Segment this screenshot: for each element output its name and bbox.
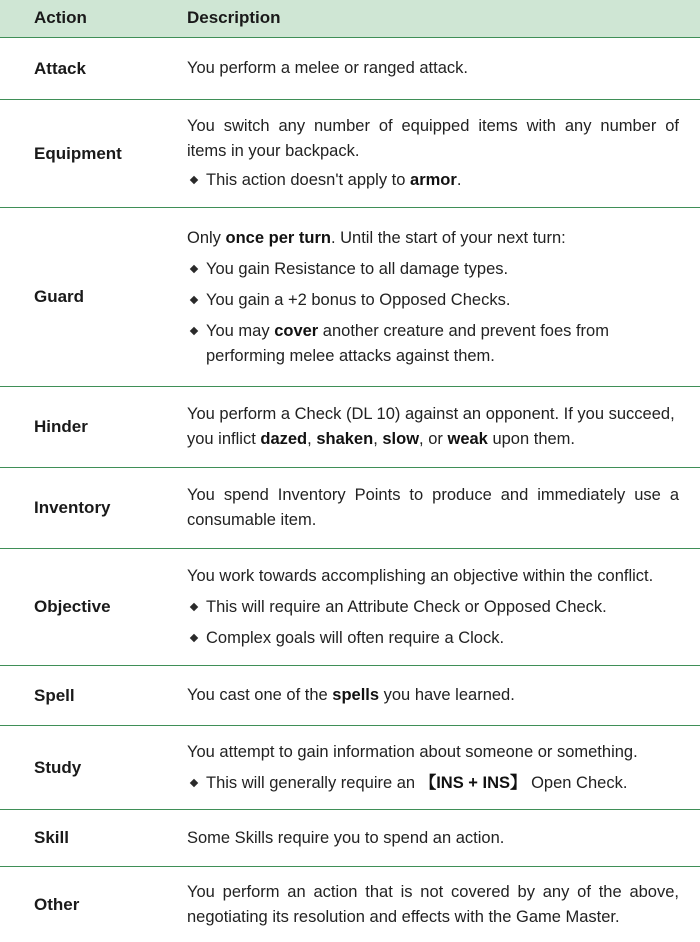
action-description <box>187 549 679 665</box>
description-text: Some Skills require you to spend an action. <box>187 828 505 847</box>
keyword: armor <box>410 171 457 189</box>
keyword: dazed <box>260 430 308 448</box>
description-text: You work towards accomplishing an objective within the conflict. <box>187 566 654 585</box>
table-row-skill <box>0 810 700 867</box>
bullet-item: You gain a +2 bonus to Opposed Checks. <box>187 288 679 313</box>
action-name: Equipment <box>34 143 122 163</box>
description-text: You spend Inventory Points to produce and immediately use a consumable item. <box>187 486 679 529</box>
action-description <box>187 100 679 207</box>
action-name: Skill <box>34 828 69 847</box>
table-row-other <box>0 867 700 942</box>
description-text: You perform a Check (DL 10) against an opponent. If you succeed, you inflict dazed, shaken, slow, or weak upon them. <box>187 405 675 448</box>
table-row-objective <box>0 549 700 666</box>
diamond-bullet-icon <box>190 295 198 303</box>
keyword: once per turn <box>225 228 331 247</box>
description-text: You perform an action that is not covered by any of the above, negotiating its resolution and effects with the Game Master. <box>187 882 679 926</box>
action-description <box>187 726 679 809</box>
table-header <box>0 0 700 38</box>
header-description: Description <box>187 8 281 27</box>
description-text: You perform a melee or ranged attack. <box>187 59 468 77</box>
keyword: cover <box>274 321 319 340</box>
action-description <box>187 208 679 386</box>
action-description <box>187 38 679 99</box>
table-row-hinder <box>0 387 700 468</box>
action-name: Study <box>34 757 82 777</box>
header-action: Action <box>34 8 87 27</box>
bullet-item: This will require an Attribute Check or Opposed Check. <box>187 595 679 620</box>
action-name: Spell <box>34 685 75 705</box>
table-row-equipment <box>0 100 700 208</box>
keyword: slow <box>382 430 420 448</box>
description-text: You cast one of the spells you have learned. <box>187 686 515 704</box>
diamond-bullet-icon <box>190 778 198 786</box>
keyword: weak <box>447 430 488 448</box>
diamond-bullet-icon <box>190 602 198 610</box>
action-description <box>187 810 679 866</box>
table-row-guard <box>0 208 700 387</box>
action-name: Attack <box>34 58 86 78</box>
diamond-bullet-icon <box>190 326 198 334</box>
description-text: You attempt to gain information about someone or something. <box>187 742 638 761</box>
action-name: Objective <box>34 597 111 616</box>
keyword: 【INS + INS】 <box>419 773 527 792</box>
diamond-bullet-icon <box>190 633 198 641</box>
bullet-item: You gain Resistance to all damage types. <box>187 257 679 282</box>
action-name: Guard <box>34 287 85 306</box>
action-description <box>187 666 679 725</box>
diamond-bullet-icon <box>190 176 198 184</box>
table-row-attack <box>0 38 700 100</box>
description-text: You switch any number of equipped items with any number of items in your backpack. <box>187 117 679 160</box>
description-text: Only once per turn. Until the start of your next turn: <box>187 228 566 247</box>
action-name: Other <box>34 894 80 914</box>
bullet-item: This will generally require an 【INS + INS】 Open Check. <box>187 771 679 796</box>
action-description <box>187 387 679 467</box>
table-row-inventory <box>0 468 700 549</box>
bullet-item: You may cover another creature and prevent foes from performing melee attacks against them. <box>187 319 679 369</box>
bullet-item: Complex goals will often require a Clock. <box>187 626 679 651</box>
diamond-bullet-icon <box>190 264 198 272</box>
table-row-spell <box>0 666 700 726</box>
action-description <box>187 867 679 942</box>
action-description <box>187 468 679 548</box>
action-name: Inventory <box>34 498 111 517</box>
keyword: spells <box>332 686 380 704</box>
action-name: Hinder <box>34 417 88 436</box>
bullet-item: This action doesn't apply to armor. <box>187 168 679 193</box>
keyword: shaken <box>316 430 374 448</box>
table-row-study <box>0 726 700 810</box>
